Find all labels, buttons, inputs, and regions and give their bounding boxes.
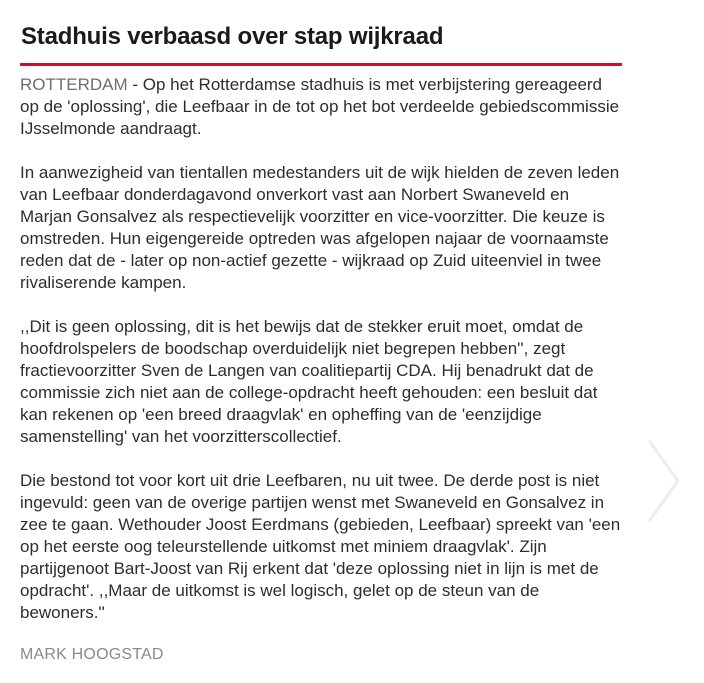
article-headline: Stadhuis verbaasd over stap wijkraad xyxy=(21,23,444,50)
author-byline: MARK HOOGSTAD xyxy=(20,646,164,663)
chevron-right-icon xyxy=(644,438,684,524)
body-paragraph: Die bestond tot voor kort uit drie Leefbaren, nu uit twee. De derde post is niet ingevuld: geen van de overige partijen wenst met Swaneveld en Gonsalvez in zee te gaan. Wethouder Joost Eerdmans (gebieden, Leefbaar) spreekt van 'een op het eerste oog teleurstellende uitkomst met miniem draagvlak'. Zijn partijgenoot Bart-Joost van Rij erkent dat 'deze oplossing niet in lijn is met de opdracht'. ,,Maar de uitkomst is wel logisch, gelet op de steun van de bewoners.'' xyxy=(20,471,621,622)
article-body xyxy=(20,74,624,624)
headline-divider xyxy=(20,63,622,66)
body-paragraph: In aanwezigheid van tientallen medestanders uit de wijk hielden de zeven leden van Leefbaar donderdagavond onverkort vast aan Norbert Swaneveld en Marjan Gonsalvez als respectievelijk voorzitter en vice-voorzitter. Die keuze is omstreden. Hun eigengereide optreden was afgelopen najaar de voornaamste reden dat de - later op non-actief gezette - wijkraad op Zuid uiteenviel in twee rivaliserende kampen. xyxy=(20,163,620,292)
lead-text: - Op het Rotterdamse stadhuis is met verbijstering gereageerd op de 'oplossing', die Leefbaar in de tot op het bot verdeelde gebiedscommissie IJsselmonde aandraagt. xyxy=(20,75,620,138)
body-paragraph: ,,Dit is geen oplossing, dit is het bewijs dat de stekker eruit moet, omdat de hoofdrolspelers de boodschap overduidelijk niet begrepen hebben'', zegt fractievoorzitter Sven de Langen van coalitiepartij CDA. Hij benadrukt dat de commissie zich niet aan de college-opdracht heeft gehouden: een besluit dat kan rekenen op 'een breed draagvlak' en opheffing van de 'eenzijdige samenstelling' van het voorzitterscollectief. xyxy=(20,317,598,446)
article xyxy=(20,20,624,664)
dateline: ROTTERDAM xyxy=(20,75,128,94)
next-article-button[interactable] xyxy=(644,438,684,524)
lead-paragraph xyxy=(20,74,624,140)
